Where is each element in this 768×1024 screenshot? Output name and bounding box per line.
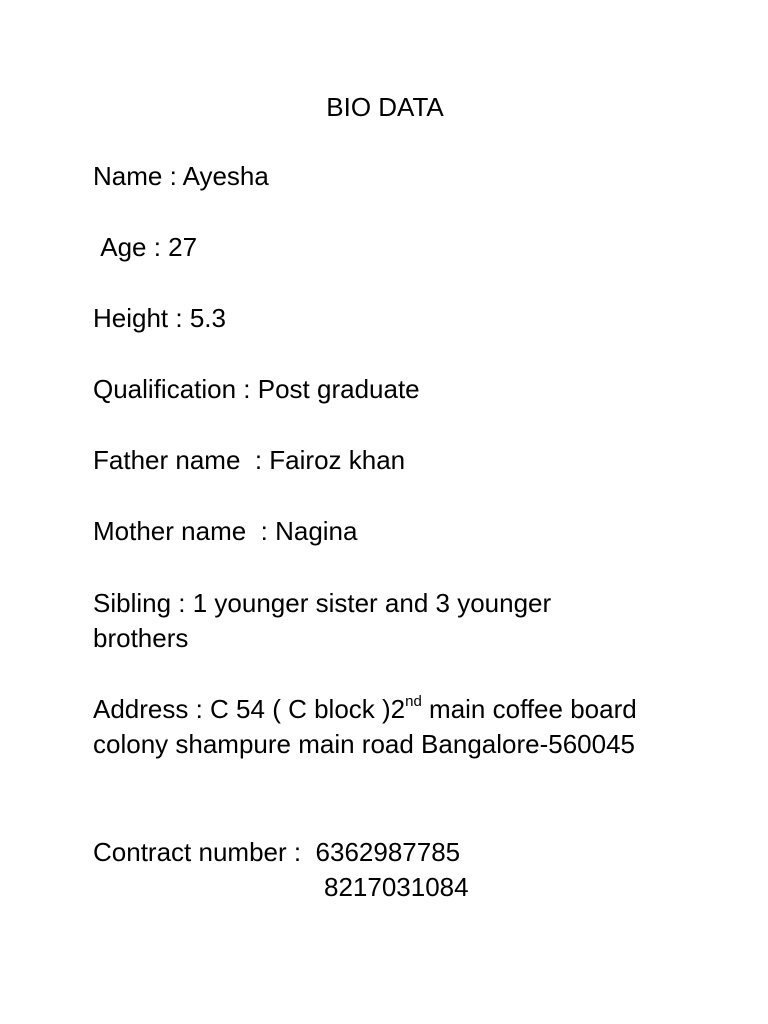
qualification-field: Qualification : Post graduate: [93, 374, 420, 404]
sibling-field: Sibling : 1 younger sister and 3 younger brothers: [93, 588, 559, 653]
height-field: Height : 5.3: [93, 303, 226, 333]
document-title: BIO DATA: [326, 92, 444, 122]
address-suffix: main coffee board colony shampure main road Bangalore-560045: [93, 694, 644, 759]
contact-phone-1: 6362987785: [315, 837, 461, 867]
contact-label: Contract number :: [93, 837, 316, 867]
contact-number-field: [93, 835, 693, 870]
contact-phone-2: 8217031084: [324, 872, 469, 902]
address-superscript: nd: [405, 693, 422, 710]
address-prefix: Address : C 54 ( C block )2: [93, 694, 406, 724]
mother-name-field: Mother name : Nagina: [93, 516, 358, 546]
name-field: Name : Ayesha: [93, 161, 269, 191]
address-field: [93, 692, 683, 762]
age-field: Age : 27: [93, 232, 198, 262]
father-name-field: Father name : Fairoz khan: [93, 445, 406, 475]
